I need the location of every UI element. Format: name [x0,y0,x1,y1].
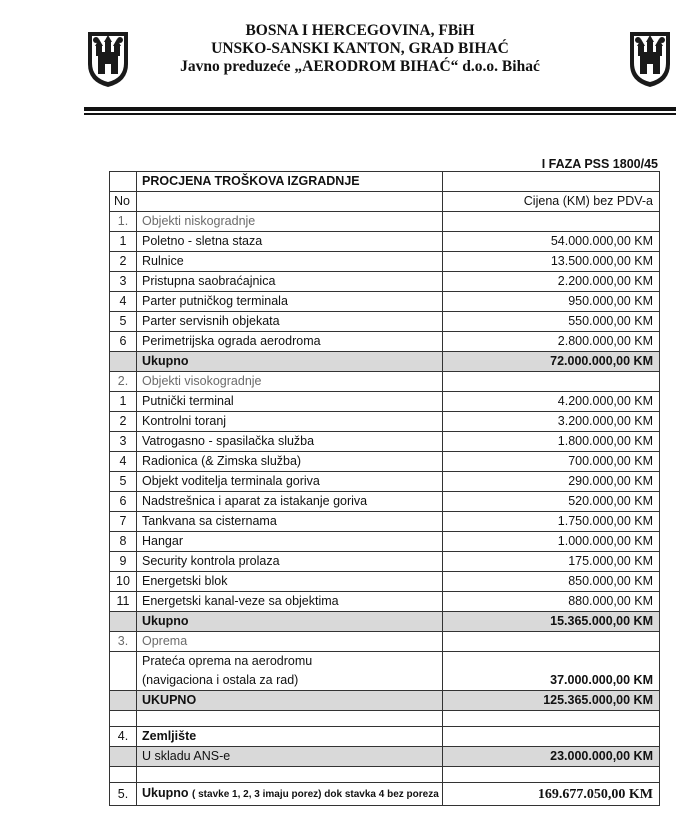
section-label: Zemljište [137,727,443,747]
row-value: 1.750.000,00 KM [443,512,660,532]
table-row [110,492,660,512]
subtotal-label: Ukupno [137,612,443,632]
row-value: 520.000,00 KM [443,492,660,512]
spacer-row [110,711,660,727]
row-value: 54.000.000,00 KM [443,232,660,252]
row-value: 1.000.000,00 KM [443,532,660,552]
row-value: 2.800.000,00 KM [443,332,660,352]
table-row [110,747,660,767]
section-number: 3. [110,632,137,652]
table-cell [137,711,443,727]
section-label: Oprema [137,632,443,652]
row-value: 550.000,00 KM [443,312,660,332]
row-value: 1.800.000,00 KM [443,432,660,452]
row-label: Objekt voditelja terminala goriva [137,472,443,492]
header-line-canton: UNSKO-SANSKI KANTON, GRAD BIHAĆ [211,40,509,57]
subtotal-label: Ukupno [137,352,443,372]
coat-of-arms-icon [628,30,672,88]
row-label: Energetski kanal-veze sa objektima [137,592,443,612]
table-row [110,532,660,552]
section-number: 1. [110,212,137,232]
row-label: Perimetrijska ograda aerodroma [137,332,443,352]
row-value: 3.200.000,00 KM [443,412,660,432]
section-number: 4. [110,727,137,747]
table-row [110,552,660,572]
table-cell [443,372,660,392]
row-number: 11 [110,592,137,612]
total-value: 125.365.000,00 KM [443,691,660,711]
row-number: 1 [110,232,137,252]
row-value: 700.000,00 KM [443,452,660,472]
header-line-country: BOSNA I HERCEGOVINA, FBiH [245,22,475,39]
row-number: 1 [110,392,137,412]
table-row [110,472,660,492]
row-label: Rulnice [137,252,443,272]
row-label: Putnički terminal [137,392,443,412]
row-value: 4.200.000,00 KM [443,392,660,412]
section-row [110,372,660,392]
row-number: 2 [110,252,137,272]
table-cell [443,711,660,727]
row-label: Pristupna saobraćajnica [137,272,443,292]
table-cell [443,172,660,192]
row-label: Radionica (& Zimska služba) [137,452,443,472]
grand-total-label [137,783,443,806]
section-number: 2. [110,372,137,392]
table-cell [110,691,137,711]
table-row [110,432,660,452]
coat-of-arms-icon [86,30,130,88]
row-value: 880.000,00 KM [443,592,660,612]
table-row [110,412,660,432]
cost-estimate-table [109,171,660,806]
table-cell [110,747,137,767]
row-value: 13.500.000,00 KM [443,252,660,272]
table-row [110,652,660,691]
row-value: 950.000,00 KM [443,292,660,312]
subtotal-row [110,352,660,372]
subtotal-value: 15.365.000,00 KM [443,612,660,632]
section-row [110,212,660,232]
table-title-row [110,172,660,192]
row-label: Parter servisnih objekata [137,312,443,332]
row-label-line: (navigaciona i ostala za rad) [142,673,299,687]
header-divider-thick [84,107,676,111]
row-label: Parter putničkog terminala [137,292,443,312]
row-label: Energetski blok [137,572,443,592]
row-number: 6 [110,332,137,352]
row-value: 37.000.000,00 KM [443,652,660,691]
column-header-no: No [110,192,137,212]
row-label: Security kontrola prolaza [137,552,443,572]
row-label: Nadstrešnica i aparat za istakanje goriva [137,492,443,512]
table-row [110,332,660,352]
row-value: 850.000,00 KM [443,572,660,592]
row-number: 10 [110,572,137,592]
table-cell [110,767,137,783]
table-cell [110,711,137,727]
row-label: Vatrogasno - spasilačka služba [137,432,443,452]
row-number: 5 [110,312,137,332]
subtotal-value: 72.000.000,00 KM [443,352,660,372]
table-cell [137,192,443,212]
table-cell [110,352,137,372]
grand-total-note: ( stavke 1, 2, 3 imaju porez) dok stavka 4 bez poreza [192,789,439,800]
row-number: 3 [110,272,137,292]
row-value: 23.000.000,00 KM [443,747,660,767]
section-label: Objekti visokogradnje [137,372,443,392]
grand-total-title: Ukupno [142,786,189,800]
section-row [110,727,660,747]
header-text [150,22,570,76]
table-row [110,512,660,532]
row-value: 290.000,00 KM [443,472,660,492]
table-row [110,312,660,332]
table-cell [137,767,443,783]
row-number: 3 [110,432,137,452]
table-cell [443,632,660,652]
row-value: 2.200.000,00 KM [443,272,660,292]
table-header-row [110,192,660,212]
table-row [110,592,660,612]
table-row [110,572,660,592]
row-label: Poletno - sletna staza [137,232,443,252]
header-divider-thin [84,113,676,115]
row-number: 7 [110,512,137,532]
grand-total-row [110,783,660,806]
table-cell [443,212,660,232]
total-row [110,691,660,711]
section-number: 5. [110,783,137,806]
row-label: Kontrolni toranj [137,412,443,432]
subtotal-row [110,612,660,632]
table-row [110,232,660,252]
row-label [137,652,443,691]
column-header-price: Cijena (KM) bez PDV-a [443,192,660,212]
section-label: Objekti niskogradnje [137,212,443,232]
table-cell [110,612,137,632]
table-row [110,272,660,292]
row-value: 175.000,00 KM [443,552,660,572]
phase-label: I FAZA PSS 1800/45 [541,157,658,171]
row-number: 9 [110,552,137,572]
row-number: 6 [110,492,137,512]
document-header [0,14,690,84]
table-cell [443,767,660,783]
row-label: U skladu ANS-e [137,747,443,767]
spacer-row [110,767,660,783]
row-label-line: Prateća oprema na aerodromu [142,654,313,668]
table-cell [443,727,660,747]
total-label: UKUPNO [137,691,443,711]
row-label: Hangar [137,532,443,552]
table-row [110,452,660,472]
table-cell [110,652,137,691]
table-cell [110,172,137,192]
row-label: Tankvana sa cisternama [137,512,443,532]
row-number: 5 [110,472,137,492]
header-line-company: Javno preduzeće „AERODROM BIHAĆ“ d.o.o. Bihać [180,58,540,75]
row-number: 2 [110,412,137,432]
table-row [110,392,660,412]
row-number: 8 [110,532,137,552]
section-row [110,632,660,652]
row-number: 4 [110,292,137,312]
row-number: 4 [110,452,137,472]
table-row [110,292,660,312]
table-row [110,252,660,272]
table-title: PROCJENA TROŠKOVA IZGRADNJE [137,172,443,192]
grand-total-value: 169.677.050,00 KM [443,783,660,806]
